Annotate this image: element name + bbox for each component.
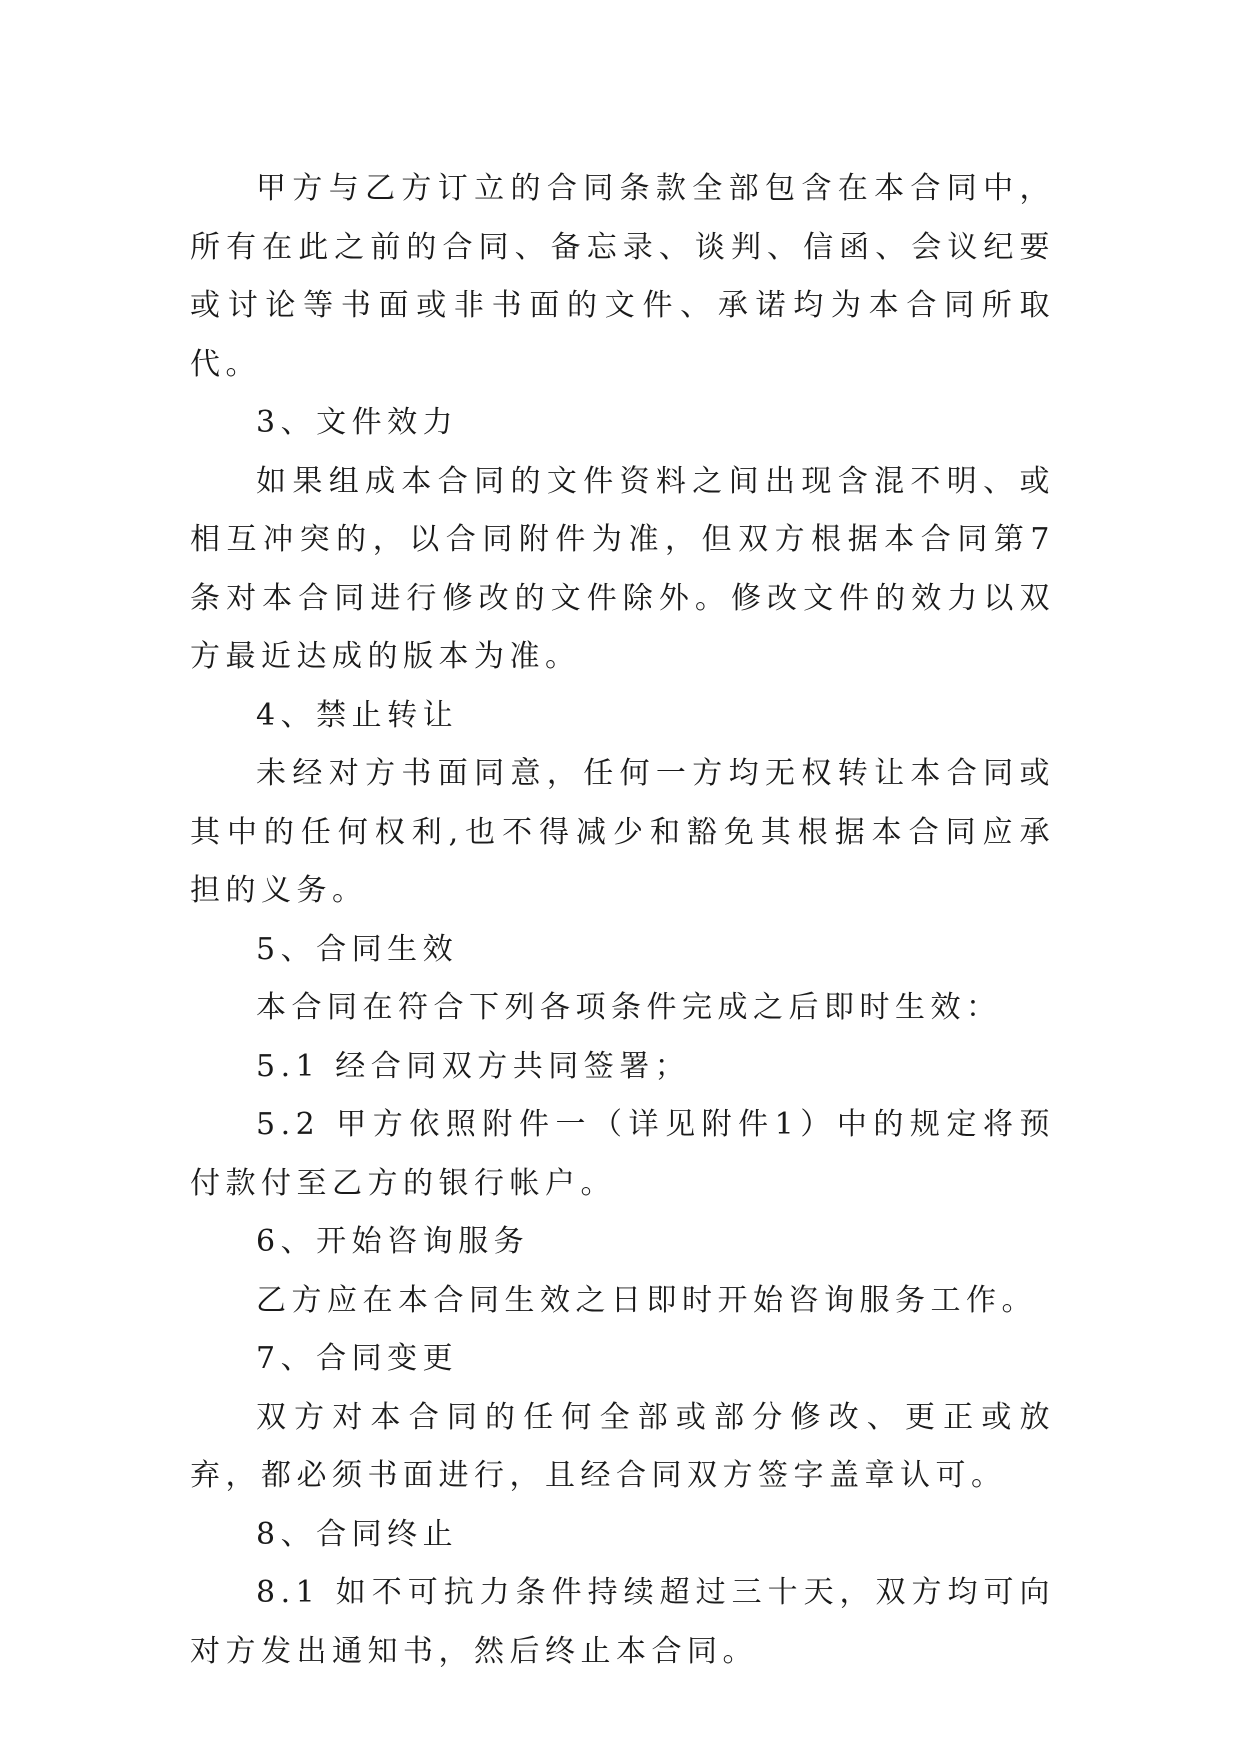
heading-contract-changes: 7、合同变更: [256, 1341, 459, 1376]
clause-5-2: 5.2 甲方依照附件一（详见附件1）中的规定将预付款付至乙方的银行帐户。: [190, 1107, 1055, 1201]
heading-contract-termination: 8、合同终止: [256, 1516, 459, 1552]
heading-no-assignment: 4、禁止转让: [256, 697, 459, 733]
paragraph-document-validity: 如果组成本合同的文件资料之间出现含混不明、或相互冲突的，以合同附件为准，但双方根据本合同第7条对本合同进行修改的文件除外。修改文件的效力以双方最近达成的版本为准。: [190, 463, 1055, 674]
clause-8-1: 8.1 如不可抗力条件持续超过三十天，双方均可向对方发出通知书，然后终止本合同。: [190, 1575, 1055, 1669]
clause-5-1: 5.1 经合同双方共同签署；: [256, 1048, 691, 1084]
heading-document-validity: 3、文件效力: [256, 405, 459, 440]
paragraph-effective-conditions: 本合同在符合下列各项条件完成之后即时生效：: [256, 990, 1002, 1025]
heading-contract-effective: 5、合同生效: [256, 931, 459, 967]
paragraph-no-assignment: 未经对方书面同意，任何一方均无权转让本合同或其中的任何权利,也不得减少和豁免其根据本合同应承担的义务。: [190, 756, 1055, 908]
heading-start-consulting: 6、开始咨询服务: [256, 1224, 530, 1259]
document-body: [190, 160, 1055, 1681]
paragraph-contract-changes: 双方对本合同的任何全部或部分修改、更正或放弃，都必须书面进行，且经合同双方签字盖章认可。: [190, 1399, 1055, 1493]
paragraph-entire-agreement: 甲方与乙方订立的合同条款全部包含在本合同中，所有在此之前的合同、备忘录、谈判、信函、会议纪要或讨论等书面或非书面的文件、承诺均为本合同所取代。: [190, 171, 1055, 382]
paragraph-start-consulting: 乙方应在本合同生效之日即时开始咨询服务工作。: [256, 1282, 1037, 1318]
